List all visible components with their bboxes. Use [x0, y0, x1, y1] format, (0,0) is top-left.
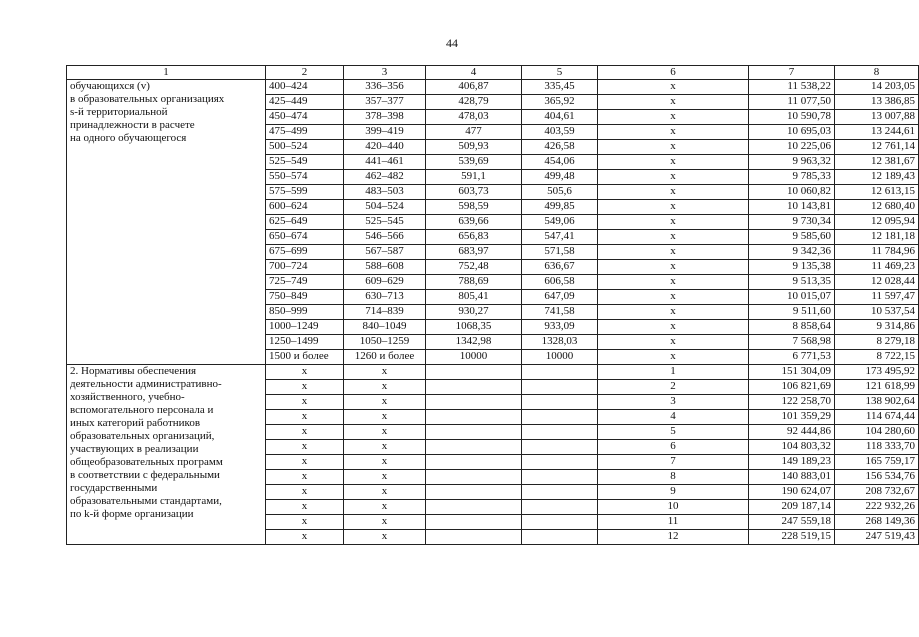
table-cell-col-4 — [426, 530, 522, 545]
table-cell-col-3: 1050–1259 — [344, 335, 426, 350]
table-cell-col-5: 549,06 — [522, 215, 598, 230]
table-cell-col-3: 336–356 — [344, 80, 426, 95]
table-cell-col-4: 683,97 — [426, 245, 522, 260]
table-cell-col-5 — [522, 365, 598, 380]
table-cell-col-8: 118 333,70 — [835, 440, 919, 455]
table-cell-col-8: 12 095,94 — [835, 215, 919, 230]
table-cell-col-8: 12 181,18 — [835, 230, 919, 245]
table-cell-col-2: x — [266, 530, 344, 545]
table-cell-col-6: x — [598, 320, 749, 335]
table-cell-col-3: 420–440 — [344, 140, 426, 155]
table-cell-col-5: 933,09 — [522, 320, 598, 335]
table-cell-col-3: 630–713 — [344, 290, 426, 305]
table-cell-col-7: 10 695,03 — [749, 125, 835, 140]
description-line: по k-й форме организации — [70, 508, 194, 520]
table-cell-col-3: x — [344, 470, 426, 485]
table-cell-col-7: 10 060,82 — [749, 185, 835, 200]
table-cell-col-8: 268 149,36 — [835, 515, 919, 530]
description-line: в образовательных организациях — [70, 93, 225, 105]
column-header-6: 6 — [598, 66, 749, 80]
table-cell-col-4: 598,59 — [426, 200, 522, 215]
table-cell-col-5: 571,58 — [522, 245, 598, 260]
table-cell-col-8: 12 381,67 — [835, 155, 919, 170]
table-cell-col-5: 365,92 — [522, 95, 598, 110]
description-line: принадлежности в расчете — [70, 119, 195, 131]
table-cell-col-5: 547,41 — [522, 230, 598, 245]
table-cell-col-4: 509,93 — [426, 140, 522, 155]
table-cell-col-3: x — [344, 485, 426, 500]
table-cell-col-8: 114 674,44 — [835, 410, 919, 425]
table-cell-col-6: x — [598, 290, 749, 305]
column-header-3: 3 — [344, 66, 426, 80]
table-cell-col-2: 575–599 — [266, 185, 344, 200]
table-cell-col-8: 12 761,14 — [835, 140, 919, 155]
table-cell-col-3: 504–524 — [344, 200, 426, 215]
table-cell-col-6: x — [598, 215, 749, 230]
table-cell-col-4: 478,03 — [426, 110, 522, 125]
table-cell-col-6: 7 — [598, 455, 749, 470]
table-cell-col-6: 6 — [598, 440, 749, 455]
table-cell-col-5 — [522, 500, 598, 515]
table-cell-col-8: 9 314,86 — [835, 320, 919, 335]
table-cell-col-5 — [522, 530, 598, 545]
table-cell-col-6: x — [598, 95, 749, 110]
table-cell-col-7: 8 858,64 — [749, 320, 835, 335]
table-cell-col-6: x — [598, 200, 749, 215]
table-cell-col-4 — [426, 410, 522, 425]
table-cell-col-5: 335,45 — [522, 80, 598, 95]
table-cell-col-4: 752,48 — [426, 260, 522, 275]
table-cell-col-5 — [522, 440, 598, 455]
table-cell-col-5: 606,58 — [522, 275, 598, 290]
description-line: общеобразовательных программ — [70, 456, 223, 468]
table-cell-col-6: x — [598, 110, 749, 125]
table-cell-col-2: 625–649 — [266, 215, 344, 230]
table-cell-col-3: x — [344, 365, 426, 380]
table-cell-col-7: 228 519,15 — [749, 530, 835, 545]
table-cell-col-5: 505,6 — [522, 185, 598, 200]
table-cell-col-5: 426,58 — [522, 140, 598, 155]
table-cell-col-3: x — [344, 425, 426, 440]
table-cell-col-2: x — [266, 515, 344, 530]
table-cell-col-7: 10 015,07 — [749, 290, 835, 305]
table-cell-col-2: 675–699 — [266, 245, 344, 260]
description-line: хозяйственного, учебно- — [70, 391, 185, 403]
column-header-7: 7 — [749, 66, 835, 80]
description-line: в соответствии с федеральными — [70, 469, 220, 481]
table-cell-col-3: x — [344, 410, 426, 425]
table-cell-col-5 — [522, 395, 598, 410]
header-row — [67, 66, 919, 80]
table-cell-col-3: x — [344, 500, 426, 515]
table-cell-col-5: 454,06 — [522, 155, 598, 170]
table-cell-col-3: 840–1049 — [344, 320, 426, 335]
table-cell-col-3: 609–629 — [344, 275, 426, 290]
table-cell-col-3: 1260 и более — [344, 350, 426, 365]
section2-description — [67, 365, 266, 545]
table-cell-col-6: x — [598, 260, 749, 275]
table-cell-col-7: 140 883,01 — [749, 470, 835, 485]
table-cell-col-4: 539,69 — [426, 155, 522, 170]
table-cell-col-3: 483–503 — [344, 185, 426, 200]
table-cell-col-3: 357–377 — [344, 95, 426, 110]
table-cell-col-8: 13 244,61 — [835, 125, 919, 140]
table-cell-col-8: 173 495,92 — [835, 365, 919, 380]
column-header-5: 5 — [522, 66, 598, 80]
column-header-4: 4 — [426, 66, 522, 80]
table-cell-col-7: 106 821,69 — [749, 380, 835, 395]
table-cell-col-2: x — [266, 455, 344, 470]
table-cell-col-2: 1250–1499 — [266, 335, 344, 350]
table-cell-col-7: 7 568,98 — [749, 335, 835, 350]
table-cell-col-2: 400–424 — [266, 80, 344, 95]
table-cell-col-6: x — [598, 170, 749, 185]
table-cell-col-4: 788,69 — [426, 275, 522, 290]
table-cell-col-6: x — [598, 350, 749, 365]
page-number: 44 — [446, 36, 458, 50]
table-cell-col-8: 12 613,15 — [835, 185, 919, 200]
table-cell-col-2: x — [266, 410, 344, 425]
table-cell-col-2: x — [266, 485, 344, 500]
table-cell-col-5: 10000 — [522, 350, 598, 365]
table-cell-col-6: 3 — [598, 395, 749, 410]
description-line: государственными — [70, 482, 158, 494]
table-cell-col-3: 462–482 — [344, 170, 426, 185]
table-cell-col-4: 428,79 — [426, 95, 522, 110]
table-cell-col-7: 9 730,34 — [749, 215, 835, 230]
table-cell-col-7: 92 444,86 — [749, 425, 835, 440]
table-cell-col-4 — [426, 425, 522, 440]
table-cell-col-5: 499,48 — [522, 170, 598, 185]
table-cell-col-7: 101 359,29 — [749, 410, 835, 425]
table-cell-col-4: 805,41 — [426, 290, 522, 305]
description-line: деятельности административно- — [70, 378, 222, 390]
table-cell-col-2: x — [266, 470, 344, 485]
table-cell-col-2: 750–849 — [266, 290, 344, 305]
table-cell-col-2: x — [266, 500, 344, 515]
table-cell-col-5 — [522, 470, 598, 485]
table-cell-col-2: x — [266, 425, 344, 440]
table-cell-col-2: 700–724 — [266, 260, 344, 275]
table-cell-col-6: 5 — [598, 425, 749, 440]
table-cell-col-3: 525–545 — [344, 215, 426, 230]
table-cell-col-7: 149 189,23 — [749, 455, 835, 470]
table-cell-col-3: x — [344, 440, 426, 455]
table-cell-col-3: x — [344, 530, 426, 545]
table-cell-col-7: 122 258,70 — [749, 395, 835, 410]
table-cell-col-2: 450–474 — [266, 110, 344, 125]
table-cell-col-3: 588–608 — [344, 260, 426, 275]
table-cell-col-7: 190 624,07 — [749, 485, 835, 500]
table-cell-col-7: 9 342,36 — [749, 245, 835, 260]
table-cell-col-6: 4 — [598, 410, 749, 425]
table-cell-col-8: 8 279,18 — [835, 335, 919, 350]
table-cell-col-6: 11 — [598, 515, 749, 530]
table-cell-col-4: 603,73 — [426, 185, 522, 200]
table-cell-col-2: x — [266, 380, 344, 395]
table-cell-col-4: 406,87 — [426, 80, 522, 95]
table-cell-col-4: 477 — [426, 125, 522, 140]
table-row — [67, 80, 919, 95]
table-cell-col-3: x — [344, 515, 426, 530]
table-cell-col-3: x — [344, 380, 426, 395]
table-cell-col-3: 441–461 — [344, 155, 426, 170]
table-cell-col-8: 13 007,88 — [835, 110, 919, 125]
table-cell-col-6: x — [598, 245, 749, 260]
table-cell-col-7: 11 077,50 — [749, 95, 835, 110]
table-cell-col-7: 10 143,81 — [749, 200, 835, 215]
table-cell-col-2: 475–499 — [266, 125, 344, 140]
table-cell-col-6: x — [598, 335, 749, 350]
table-cell-col-8: 11 469,23 — [835, 260, 919, 275]
table-cell-col-7: 9 963,32 — [749, 155, 835, 170]
description-line: 2. Нормативы обеспечения — [70, 365, 197, 377]
table-cell-col-8: 165 759,17 — [835, 455, 919, 470]
table-cell-col-3: x — [344, 455, 426, 470]
description-line: участвующих в реализации — [70, 443, 199, 455]
table-cell-col-7: 11 538,22 — [749, 80, 835, 95]
table-cell-col-8: 121 618,99 — [835, 380, 919, 395]
table-cell-col-2: x — [266, 365, 344, 380]
table-cell-col-5 — [522, 455, 598, 470]
table-cell-col-7: 9 585,60 — [749, 230, 835, 245]
table-cell-col-4: 656,83 — [426, 230, 522, 245]
table-cell-col-4: 10000 — [426, 350, 522, 365]
table-row — [67, 365, 919, 380]
table-cell-col-8: 8 722,15 — [835, 350, 919, 365]
table-cell-col-7: 10 225,06 — [749, 140, 835, 155]
table-cell-col-7: 9 511,60 — [749, 305, 835, 320]
table-cell-col-7: 9 135,38 — [749, 260, 835, 275]
table-cell-col-4: 591,1 — [426, 170, 522, 185]
table-cell-col-6: x — [598, 140, 749, 155]
table-cell-col-2: 425–449 — [266, 95, 344, 110]
table-cell-col-7: 10 590,78 — [749, 110, 835, 125]
table-cell-col-2: 850–999 — [266, 305, 344, 320]
table-cell-col-4 — [426, 485, 522, 500]
description-line: s-й территориальной — [70, 106, 168, 118]
table-cell-col-8: 11 784,96 — [835, 245, 919, 260]
table-cell-col-8: 13 386,85 — [835, 95, 919, 110]
section1-description — [67, 80, 266, 365]
table-cell-col-8: 104 280,60 — [835, 425, 919, 440]
table-cell-col-3: 714–839 — [344, 305, 426, 320]
description-line: вспомогательного персонала и — [70, 404, 214, 416]
table-cell-col-2: x — [266, 440, 344, 455]
table-cell-col-2: 600–624 — [266, 200, 344, 215]
description-line: образовательных организаций, — [70, 430, 215, 442]
table-cell-col-8: 12 028,44 — [835, 275, 919, 290]
table-cell-col-5 — [522, 425, 598, 440]
table-cell-col-4 — [426, 395, 522, 410]
table-cell-col-4 — [426, 500, 522, 515]
table-cell-col-7: 104 803,32 — [749, 440, 835, 455]
table-cell-col-2: 650–674 — [266, 230, 344, 245]
table-cell-col-2: x — [266, 395, 344, 410]
column-header-8: 8 — [835, 66, 919, 80]
table-cell-col-6: 12 — [598, 530, 749, 545]
table-cell-col-6: x — [598, 230, 749, 245]
table-cell-col-6: x — [598, 305, 749, 320]
table-cell-col-6: x — [598, 155, 749, 170]
table-cell-col-8: 138 902,64 — [835, 395, 919, 410]
table-cell-col-2: 725–749 — [266, 275, 344, 290]
table-cell-col-4: 930,27 — [426, 305, 522, 320]
description-line: образовательными стандартами, — [70, 495, 222, 507]
table-cell-col-5 — [522, 380, 598, 395]
table-cell-col-4: 1068,35 — [426, 320, 522, 335]
table-cell-col-7: 247 559,18 — [749, 515, 835, 530]
table-cell-col-8: 12 189,43 — [835, 170, 919, 185]
table-cell-col-6: x — [598, 80, 749, 95]
table-cell-col-6: x — [598, 185, 749, 200]
table-cell-col-5: 741,58 — [522, 305, 598, 320]
description-line: на одного обучающегося — [70, 132, 187, 144]
description-line: обучающихся (v) — [70, 80, 150, 92]
table-cell-col-7: 6 771,53 — [749, 350, 835, 365]
table-cell-col-5 — [522, 410, 598, 425]
table-cell-col-3: 546–566 — [344, 230, 426, 245]
norms-table — [66, 65, 919, 545]
table-cell-col-2: 525–549 — [266, 155, 344, 170]
table-cell-col-5 — [522, 515, 598, 530]
table-cell-col-4 — [426, 440, 522, 455]
table-cell-col-8: 11 597,47 — [835, 290, 919, 305]
table-cell-col-4 — [426, 365, 522, 380]
table-cell-col-7: 209 187,14 — [749, 500, 835, 515]
table-cell-col-7: 151 304,09 — [749, 365, 835, 380]
table-cell-col-3: 378–398 — [344, 110, 426, 125]
table-cell-col-5: 404,61 — [522, 110, 598, 125]
column-header-1: 1 — [67, 66, 266, 80]
table-cell-col-5: 499,85 — [522, 200, 598, 215]
table-cell-col-2: 550–574 — [266, 170, 344, 185]
table-cell-col-5: 1328,03 — [522, 335, 598, 350]
table-cell-col-6: x — [598, 125, 749, 140]
table-cell-col-7: 9 513,35 — [749, 275, 835, 290]
table-cell-col-5: 647,09 — [522, 290, 598, 305]
table-cell-col-4 — [426, 470, 522, 485]
table-cell-col-4 — [426, 515, 522, 530]
table-cell-col-6: 8 — [598, 470, 749, 485]
table-cell-col-3: x — [344, 395, 426, 410]
table-cell-col-3: 399–419 — [344, 125, 426, 140]
column-header-2: 2 — [266, 66, 344, 80]
table-cell-col-2: 1000–1249 — [266, 320, 344, 335]
table-cell-col-6: 9 — [598, 485, 749, 500]
table-cell-col-8: 10 537,54 — [835, 305, 919, 320]
table-cell-col-2: 500–524 — [266, 140, 344, 155]
description-line: иных категорий работников — [70, 417, 201, 429]
table-cell-col-6: 10 — [598, 500, 749, 515]
table-cell-col-5: 636,67 — [522, 260, 598, 275]
table-cell-col-6: 2 — [598, 380, 749, 395]
table-cell-col-2: 1500 и более — [266, 350, 344, 365]
table-cell-col-5: 403,59 — [522, 125, 598, 140]
table-cell-col-8: 14 203,05 — [835, 80, 919, 95]
table-cell-col-4: 1342,98 — [426, 335, 522, 350]
table-cell-col-8: 222 932,26 — [835, 500, 919, 515]
table-cell-col-8: 12 680,40 — [835, 200, 919, 215]
table-cell-col-4: 639,66 — [426, 215, 522, 230]
table-cell-col-4 — [426, 380, 522, 395]
table-cell-col-4 — [426, 455, 522, 470]
table-cell-col-8: 247 519,43 — [835, 530, 919, 545]
table-cell-col-6: 1 — [598, 365, 749, 380]
table-cell-col-6: x — [598, 275, 749, 290]
table-cell-col-8: 208 732,67 — [835, 485, 919, 500]
table-cell-col-7: 9 785,33 — [749, 170, 835, 185]
table-cell-col-3: 567–587 — [344, 245, 426, 260]
table-cell-col-5 — [522, 485, 598, 500]
table-cell-col-8: 156 534,76 — [835, 470, 919, 485]
